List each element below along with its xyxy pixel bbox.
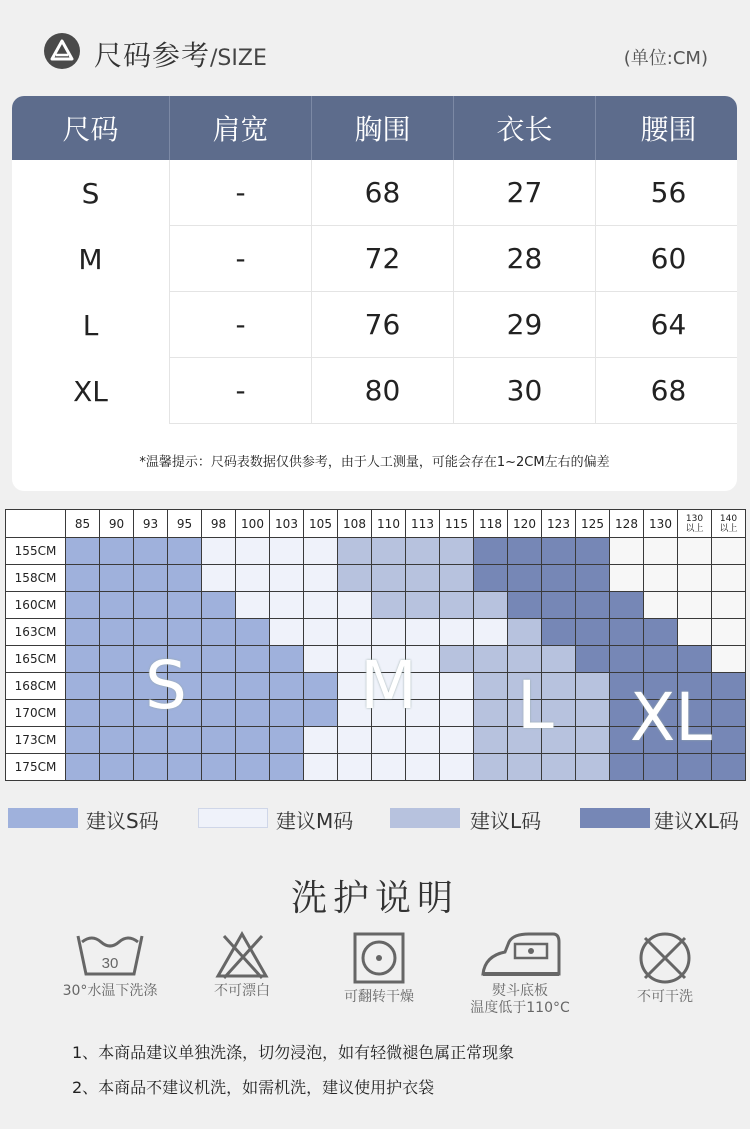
iron-icon <box>475 930 565 980</box>
cell-size-s <box>66 700 100 727</box>
cell-size-m <box>372 754 406 781</box>
cell-size-xl <box>644 619 678 646</box>
no-dry-clean-icon <box>629 930 701 986</box>
care-label-2: 温度低于110°C <box>470 1000 570 1016</box>
cell-size-s <box>100 727 134 754</box>
care-label: 30°水温下洗涤 <box>62 983 158 999</box>
table-row <box>12 160 737 226</box>
weight-header: 115 <box>440 510 474 538</box>
weight-header: 110 <box>372 510 406 538</box>
cell-size-m <box>270 565 304 592</box>
cell-size-s <box>236 727 270 754</box>
cell-size-l <box>474 592 508 619</box>
care-item-bleach <box>172 930 312 1000</box>
cell-size-m <box>440 700 474 727</box>
cell-empty <box>678 565 712 592</box>
grid-corner-cell <box>6 510 66 538</box>
cell-size-m <box>270 592 304 619</box>
zone-label-m: M <box>360 647 417 724</box>
cell-empty <box>678 619 712 646</box>
cell-size-xl <box>678 754 712 781</box>
table-row <box>12 226 737 292</box>
weight-header: 93 <box>134 510 168 538</box>
cell-length: 27 <box>454 160 596 226</box>
weight-header: 100 <box>236 510 270 538</box>
height-header: 160CM <box>6 592 66 619</box>
col-header-chest: 胸围 <box>312 96 454 160</box>
cell-size-l <box>474 700 508 727</box>
cell-size: XL <box>12 358 170 424</box>
cell-chest: 76 <box>312 292 454 358</box>
cell-size-m <box>236 565 270 592</box>
table-row <box>6 619 746 646</box>
height-header: 173CM <box>6 727 66 754</box>
cell-size-m <box>270 619 304 646</box>
cell-empty <box>610 565 644 592</box>
header <box>0 0 750 95</box>
size-legend <box>0 804 750 834</box>
cell-size-s <box>66 673 100 700</box>
cell-size-m <box>372 727 406 754</box>
weight-header: 140 以上 <box>712 510 746 538</box>
cell-size-m <box>304 646 338 673</box>
cell-size-xl <box>712 700 746 727</box>
cell-size-xl <box>542 619 576 646</box>
cell-size-s <box>134 565 168 592</box>
weight-header: 103 <box>270 510 304 538</box>
cell-size-s <box>66 592 100 619</box>
table-row <box>6 754 746 781</box>
cell-size-xl <box>610 754 644 781</box>
cell-size-l <box>440 538 474 565</box>
cell-size-s <box>270 727 304 754</box>
wash-30-icon <box>74 930 146 980</box>
cell-size-s <box>66 727 100 754</box>
weight-header: 128 <box>610 510 644 538</box>
cell-size-xl <box>644 646 678 673</box>
cell-size-l <box>474 646 508 673</box>
cell-size-l <box>440 592 474 619</box>
cell-size-s <box>202 673 236 700</box>
cell-size-m <box>304 619 338 646</box>
cell-size-xl <box>610 592 644 619</box>
col-header-length: 衣长 <box>454 96 596 160</box>
cell-size-s <box>304 700 338 727</box>
cell-size-s <box>134 538 168 565</box>
care-label-1: 熨斗底板 <box>492 983 548 999</box>
height-header: 165CM <box>6 646 66 673</box>
cell-waist: 68 <box>596 358 737 424</box>
cell-waist: 64 <box>596 292 737 358</box>
legend-label-l: 建议L码 <box>470 809 542 833</box>
weight-header: 123 <box>542 510 576 538</box>
weight-header: 130 <box>644 510 678 538</box>
cell-size-xl <box>474 565 508 592</box>
cell-empty <box>712 619 746 646</box>
cell-size-s <box>134 754 168 781</box>
col-header-size: 尺码 <box>12 96 170 160</box>
cell-length: 30 <box>454 358 596 424</box>
cell-empty <box>712 538 746 565</box>
cell-size-xl <box>712 754 746 781</box>
legend-label-m: 建议M码 <box>276 809 354 833</box>
cell-size-xl <box>712 673 746 700</box>
cell-length: 29 <box>454 292 596 358</box>
cell-empty <box>610 538 644 565</box>
zone-label-s: S <box>145 647 187 724</box>
wash-temp-number: 30 <box>101 955 119 972</box>
cell-size-l <box>576 700 610 727</box>
cell-empty <box>678 538 712 565</box>
cell-size-m <box>440 619 474 646</box>
cell-size-s <box>270 700 304 727</box>
cell-size-s <box>202 700 236 727</box>
cell-empty <box>644 592 678 619</box>
legend-swatch-m <box>198 808 268 828</box>
cell-size-xl <box>576 619 610 646</box>
cell-size-s <box>236 646 270 673</box>
care-label: 不可干洗 <box>637 989 693 1005</box>
weight-header: 90 <box>100 510 134 538</box>
cell-size-l <box>338 538 372 565</box>
cell-size-xl <box>644 754 678 781</box>
care-note-2: 2、本商品不建议机洗，如需机洗，建议使用护衣袋 <box>72 1078 435 1097</box>
cell-waist: 60 <box>596 226 737 292</box>
cell-chest: 72 <box>312 226 454 292</box>
care-note-1: 1、本商品建议单独洗涤，切勿浸泡，如有轻微褪色属正常现象 <box>72 1043 515 1062</box>
cell-size-s <box>202 646 236 673</box>
cell-shoulder: - <box>170 358 312 424</box>
cell-waist: 56 <box>596 160 737 226</box>
cell-size-l <box>440 565 474 592</box>
brand-logo-icon <box>44 33 80 69</box>
size-table <box>12 96 737 491</box>
cell-size-s <box>236 619 270 646</box>
cell-size-s <box>270 673 304 700</box>
table-row <box>12 358 737 424</box>
cell-size-l <box>440 646 474 673</box>
care-label: 不可漂白 <box>214 983 270 999</box>
cell-size-m <box>406 619 440 646</box>
cell-size-m <box>202 565 236 592</box>
table-row <box>12 292 737 358</box>
cell-empty <box>644 538 678 565</box>
care-item-tumble <box>309 930 449 1006</box>
legend-swatch-xl <box>580 808 650 828</box>
cell-size-xl <box>678 646 712 673</box>
cell-size-xl <box>610 619 644 646</box>
no-bleach-icon <box>206 930 278 980</box>
size-recommendation-grid <box>5 509 746 781</box>
care-title: 洗护说明 <box>290 878 459 919</box>
cell-size-m <box>440 754 474 781</box>
cell-size-s <box>168 565 202 592</box>
col-header-waist: 腰围 <box>640 113 697 146</box>
cell-size-xl <box>610 646 644 673</box>
cell-size-s <box>66 619 100 646</box>
weight-header: 108 <box>338 510 372 538</box>
cell-size-s <box>168 619 202 646</box>
cell-size-s <box>134 727 168 754</box>
tumble-dry-icon <box>343 930 415 986</box>
cell-size-s <box>168 538 202 565</box>
cell-size-m <box>304 565 338 592</box>
table-row <box>6 592 746 619</box>
cell-size-s <box>66 754 100 781</box>
table-row <box>6 565 746 592</box>
cell-size: S <box>12 160 170 226</box>
weight-header: 95 <box>168 510 202 538</box>
cell-size-xl <box>542 592 576 619</box>
cell-size-s <box>202 727 236 754</box>
cell-size-l <box>576 727 610 754</box>
weight-header: 98 <box>202 510 236 538</box>
cell-size-l <box>372 592 406 619</box>
cell-empty <box>678 592 712 619</box>
legend-swatch-l <box>390 808 460 828</box>
height-header: 158CM <box>6 565 66 592</box>
cell-size-m <box>440 727 474 754</box>
cell-size-s <box>66 565 100 592</box>
cell-size-xl <box>542 538 576 565</box>
cell-size-m <box>406 754 440 781</box>
height-header: 155CM <box>6 538 66 565</box>
cell-size-s <box>100 565 134 592</box>
cell-size-m <box>338 727 372 754</box>
size-tip: *温馨提示：尺码表数据仅供参考，由于人工测量，可能会存在1~2CM左右的偏差 <box>139 455 610 470</box>
cell-size-m <box>372 619 406 646</box>
care-label: 可翻转干燥 <box>344 989 414 1005</box>
cell-size-s <box>270 646 304 673</box>
cell-size-s <box>236 700 270 727</box>
cell-size-s <box>100 754 134 781</box>
legend-label-xl: 建议XL码 <box>654 809 739 833</box>
cell-size-l <box>338 565 372 592</box>
cell-size-s <box>100 538 134 565</box>
cell-size-l <box>576 754 610 781</box>
cell-size-l <box>372 565 406 592</box>
cell-chest: 68 <box>312 160 454 226</box>
cell-empty <box>644 565 678 592</box>
legend-swatch-s <box>8 808 78 828</box>
cell-size-m <box>338 619 372 646</box>
weight-header: 118 <box>474 510 508 538</box>
cell-size-s <box>66 538 100 565</box>
table-row <box>6 538 746 565</box>
cell-size-xl <box>576 646 610 673</box>
cell-size-s <box>100 646 134 673</box>
cell-size-m <box>338 592 372 619</box>
weight-header: 113 <box>406 510 440 538</box>
cell-size-xl <box>474 538 508 565</box>
size-table-header <box>12 96 737 160</box>
cell-size-l <box>576 673 610 700</box>
cell-size-m <box>406 727 440 754</box>
cell-chest: 80 <box>312 358 454 424</box>
cell-size-s <box>202 754 236 781</box>
cell-size-xl <box>542 565 576 592</box>
cell-size-s <box>100 619 134 646</box>
cell-size-s <box>100 700 134 727</box>
cell-size-m <box>304 592 338 619</box>
cell-shoulder: - <box>170 292 312 358</box>
cell-size-s <box>270 754 304 781</box>
cell-size-l <box>474 754 508 781</box>
cell-size-s <box>168 592 202 619</box>
care-item-iron <box>450 930 590 1017</box>
cell-size-s <box>66 646 100 673</box>
cell-size-xl <box>508 592 542 619</box>
weight-header: 125 <box>576 510 610 538</box>
cell-size-m <box>440 673 474 700</box>
cell-size-l <box>406 592 440 619</box>
cell-size-l <box>508 619 542 646</box>
cell-size-l <box>406 565 440 592</box>
cell-size-m <box>236 592 270 619</box>
cell-size-l <box>542 754 576 781</box>
cell-size-s <box>202 592 236 619</box>
height-header: 175CM <box>6 754 66 781</box>
col-header-shoulder: 肩宽 <box>170 96 312 160</box>
cell-size-l <box>474 673 508 700</box>
weight-header: 130 以上 <box>678 510 712 538</box>
cell-size-m <box>236 538 270 565</box>
cell-size-s <box>100 673 134 700</box>
cell-size-xl <box>576 538 610 565</box>
cell-size-m <box>304 754 338 781</box>
cell-empty <box>712 592 746 619</box>
unit-label: (单位:CM) <box>623 48 708 69</box>
weight-header: 105 <box>304 510 338 538</box>
cell-size-l <box>406 538 440 565</box>
cell-size-s <box>304 673 338 700</box>
cell-size-xl <box>576 565 610 592</box>
cell-empty <box>712 646 746 673</box>
cell-size-m <box>474 619 508 646</box>
cell-size-s <box>168 754 202 781</box>
page-title: 尺码参考/SIZE <box>94 39 267 72</box>
cell-size-m <box>202 538 236 565</box>
cell-shoulder: - <box>170 226 312 292</box>
cell-size-l <box>372 538 406 565</box>
cell-size-s <box>202 619 236 646</box>
weight-header: 120 <box>508 510 542 538</box>
cell-size-s <box>100 592 134 619</box>
cell-size-m <box>270 538 304 565</box>
care-item-dryclean <box>595 930 735 1006</box>
zone-label-xl: XL <box>630 679 712 756</box>
cell-length: 28 <box>454 226 596 292</box>
cell-size-xl <box>508 565 542 592</box>
height-header: 163CM <box>6 619 66 646</box>
cell-size-s <box>236 754 270 781</box>
cell-size-s <box>168 727 202 754</box>
height-header: 168CM <box>6 673 66 700</box>
cell-size: L <box>12 292 170 358</box>
cell-shoulder: - <box>170 160 312 226</box>
legend-label-s: 建议S码 <box>86 809 159 833</box>
cell-size-s <box>236 673 270 700</box>
cell-size-xl <box>712 727 746 754</box>
cell-size-s <box>134 592 168 619</box>
cell-size-xl <box>576 592 610 619</box>
care-item-wash <box>40 930 180 1000</box>
weight-header: 85 <box>66 510 100 538</box>
cell-size-m <box>304 727 338 754</box>
height-header: 170CM <box>6 700 66 727</box>
cell-size: M <box>12 226 170 292</box>
cell-size-l <box>474 727 508 754</box>
cell-size-s <box>134 619 168 646</box>
cell-size-m <box>338 754 372 781</box>
cell-size-m <box>304 538 338 565</box>
cell-empty <box>712 565 746 592</box>
cell-size-l <box>508 754 542 781</box>
zone-label-l: L <box>517 667 554 744</box>
cell-size-xl <box>508 538 542 565</box>
